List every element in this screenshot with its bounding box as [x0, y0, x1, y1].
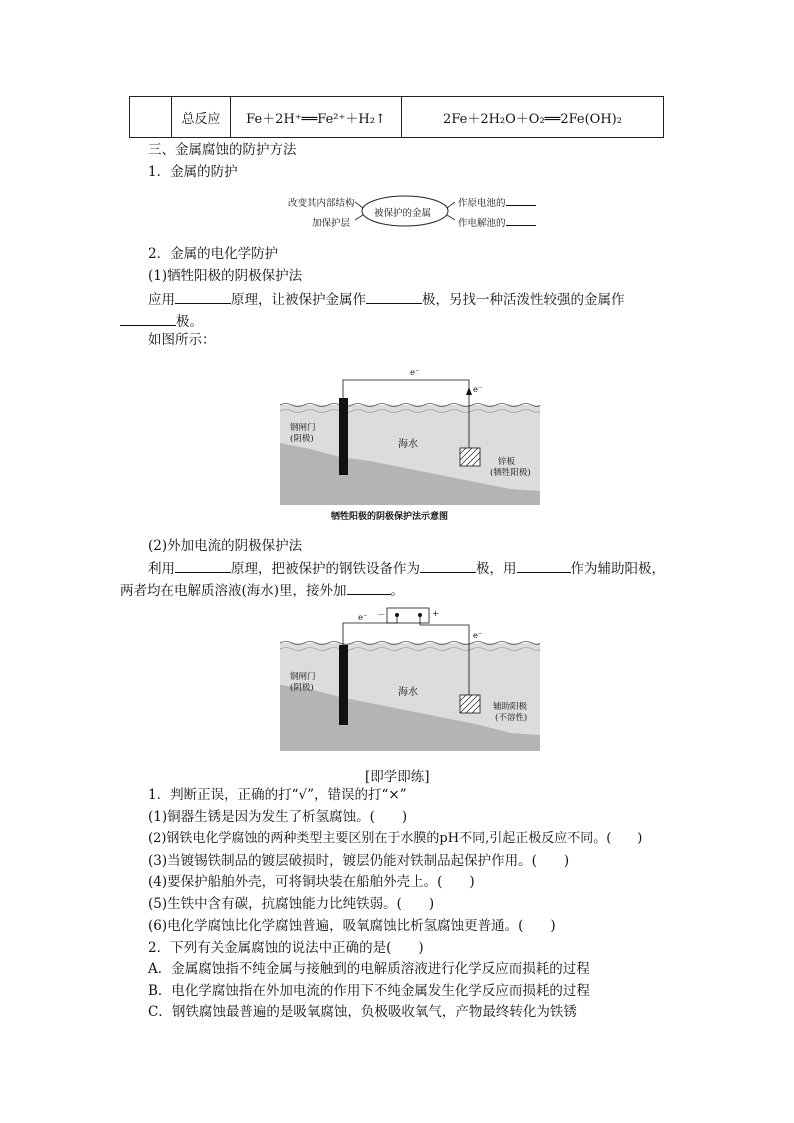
answer-blank[interactable]	[120, 311, 176, 326]
gate-sublabel: (阴极)	[290, 434, 314, 444]
question-2: 2．下列有关金属腐蚀的说法中正确的是( )	[148, 940, 424, 956]
mindmap-right-bottom	[458, 215, 536, 229]
item1-text-line1	[148, 289, 625, 309]
text-fragment: 。	[390, 583, 405, 599]
answer-blank[interactable]	[420, 558, 476, 573]
steel-gate	[339, 398, 348, 475]
item1-text-line2	[120, 311, 203, 331]
electron-label-right: e⁻	[473, 385, 483, 395]
subheading-electrochemical: 2．金属的电化学防护	[148, 246, 279, 262]
q1-item: (2)钢铁电化学腐蚀的两种类型主要区别在于水膜的pH不同,引起正极反应不同。( )	[148, 831, 643, 846]
text-fragment: 极，另找一种活泼性较强的金属作	[422, 292, 625, 308]
gate-sublabel: (阴极)	[290, 683, 314, 693]
question-1: 1．判断正误，正确的打“√”，错误的打“×”	[148, 787, 407, 803]
text-fragment: 极，用	[476, 561, 517, 577]
item2-text-line2	[120, 580, 404, 600]
row-label: 总反应	[172, 97, 231, 138]
zinc-plate-label: 锌板	[498, 457, 516, 467]
text-fragment: 极。	[176, 314, 203, 330]
section-title: 三、金属腐蚀的防护方法	[148, 142, 297, 158]
figure1-caption: 牺牲阳极的阴极保护法示意图	[331, 512, 449, 522]
table-empty-cell	[130, 97, 172, 138]
text-fragment: 利用	[148, 561, 175, 577]
reaction-table	[129, 96, 664, 138]
anode-sublabel: (不溶性)	[495, 713, 528, 723]
oxygen-equation: 2Fe＋2H₂O＋O₂══2Fe(OH)₂	[402, 97, 664, 138]
q1-item: (4)要保护船舶外壳，可将铜块装在船舶外壳上。( )	[148, 874, 475, 890]
answer-blank[interactable]	[175, 289, 231, 304]
gate-label: 钢闸门	[290, 672, 316, 682]
mindmap-right-top	[458, 195, 536, 209]
item2-title: (2)外加电流的阴极保护法	[148, 538, 303, 554]
q1-item: (5)生铁中含有碳，抗腐蚀能力比纯铁弱。( )	[148, 896, 435, 912]
item2-text-line1	[148, 558, 665, 578]
practice-heading: [即学即练]	[365, 769, 430, 785]
text-fragment: 作为辅助阳极，	[570, 561, 665, 577]
mindmap-left-top: 改变其内部结构	[288, 198, 355, 209]
q2-option-a: A．金属腐蚀指不纯金属与接触到的电解质溶液进行化学反应而损耗的过程	[148, 961, 590, 977]
text-fragment: 两者均在电解质溶液(海水)里，接外加	[120, 583, 347, 599]
minus-label: －	[377, 611, 386, 621]
subheading-metal-protection: 1．金属的防护	[148, 164, 238, 180]
steel-gate	[339, 645, 348, 725]
as-shown-text: 如图所示：	[148, 332, 216, 348]
electron-arrow-up	[466, 387, 472, 395]
seawater-label: 海水	[398, 687, 418, 698]
q1-item: (3)当镀锡铁制品的镀层破损时，镀层仍能对铁制品起保护作用。( )	[148, 853, 570, 869]
hydrogen-equation: Fe＋2H⁺══Fe²⁺＋H₂↑	[231, 97, 402, 138]
q1-item: (6)电化学腐蚀比化学腐蚀普遍，吸氧腐蚀比析氢腐蚀更普通。( )	[148, 918, 556, 934]
item1-title: (1)牺牲阳极的阴极保护法	[148, 268, 303, 284]
seawater-label: 海水	[398, 439, 418, 450]
power-supply	[387, 608, 429, 623]
zinc-plate-sublabel: (牺牲阳极)	[490, 468, 531, 478]
mindmap-left-bottom: 加保护层	[312, 218, 351, 229]
gate-label: 钢闸门	[290, 423, 316, 433]
electron-label-left: e⁻	[358, 613, 368, 623]
text-fragment: 应用	[148, 292, 175, 308]
electron-label-top: e⁻	[410, 368, 420, 378]
answer-blank[interactable]	[506, 215, 536, 226]
answer-blank[interactable]	[517, 558, 571, 573]
answer-blank[interactable]	[175, 558, 231, 573]
anode-label: 辅助阳极	[493, 702, 528, 712]
q2-option-b: B．电化学腐蚀指在外加电流的作用下不纯金属发生化学反应而损耗的过程	[148, 983, 590, 999]
answer-blank[interactable]	[506, 195, 536, 206]
mindmap-right-top-text: 作原电池的	[458, 198, 506, 209]
mindmap-right-bottom-text: 作电解池的	[458, 218, 506, 229]
plus-label: +	[432, 609, 440, 619]
electron-label-right: e⁻	[473, 631, 483, 641]
text-fragment: 原理，让被保护金属作	[231, 292, 366, 308]
answer-blank[interactable]	[347, 580, 391, 595]
table-row	[130, 97, 664, 138]
q1-item: (1)铜器生锈是因为发生了析氢腐蚀。( )	[148, 809, 408, 825]
mindmap-center: 被保护的金属	[374, 208, 432, 219]
impressed-current-diagram	[280, 603, 542, 753]
q2-option-c: C．钢铁腐蚀最普遍的是吸氧腐蚀，负极吸收氧气，产物最终转化为铁锈	[148, 1004, 577, 1020]
answer-blank[interactable]	[366, 289, 422, 304]
text-fragment: 原理，把被保护的钢铁设备作为	[231, 561, 420, 577]
